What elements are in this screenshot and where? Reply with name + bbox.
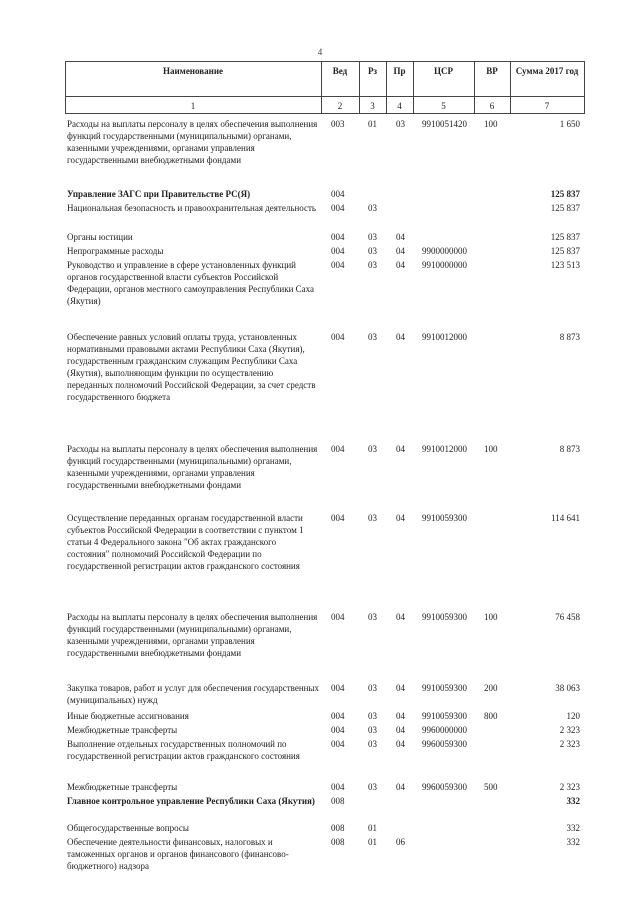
row-csr: 9910012000 xyxy=(422,332,467,342)
row-sum: 2 323 xyxy=(559,782,580,792)
row-name: Межбюджетные трансферты xyxy=(67,725,178,735)
row-pr: 04 xyxy=(396,683,405,693)
row-rz: 03 xyxy=(368,332,377,342)
row-name: Органы юстиции xyxy=(67,232,133,242)
row-rz: 03 xyxy=(368,725,377,735)
row-name: Осуществление переданных органам государственной власти субъектов Российской Федерации в соответствии с пунктом 1 статьи 4 Федерального закона "Об актах гражданского состояния" полномочий Российской Федерации по государственной регистрации актов гражданского состояния xyxy=(67,513,304,571)
row-pr: 04 xyxy=(396,711,405,721)
row-ved: 004 xyxy=(331,444,345,454)
row-ved: 008 xyxy=(331,796,345,806)
row-name: Непрограммные расходы xyxy=(67,246,164,256)
row-csr: 9910059300 xyxy=(422,711,467,721)
row-sum: 2 323 xyxy=(559,739,580,749)
row-ved: 004 xyxy=(331,232,345,242)
row-pr: 04 xyxy=(396,246,405,256)
row-ved: 004 xyxy=(331,612,345,622)
row-name: Общегосударственные вопросы xyxy=(67,823,189,833)
row-sum: 125 837 xyxy=(550,246,580,256)
row-vr: 800 xyxy=(484,711,498,721)
row-name: Межбюджетные трансферты xyxy=(67,782,178,792)
row-ved: 004 xyxy=(331,203,345,213)
header-divider xyxy=(65,96,585,97)
row-vr: 500 xyxy=(484,782,498,792)
header-bottom-border xyxy=(65,113,585,114)
row-vr: 100 xyxy=(484,612,498,622)
row-ved: 008 xyxy=(331,837,345,847)
row-pr: 04 xyxy=(396,232,405,242)
row-csr: 9910000000 xyxy=(422,260,467,270)
row-name: Расходы на выплаты персоналу в целях обеспечения выполнения функций государственными (муниципальными) органами, казенными учреждениями, органами управления государственными внебюджетными фондами xyxy=(67,612,318,658)
header-name: Наименование xyxy=(163,66,223,76)
row-sum: 2 323 xyxy=(559,725,580,735)
row-ved: 004 xyxy=(331,683,345,693)
row-rz: 03 xyxy=(368,246,377,256)
row-ved: 004 xyxy=(331,739,345,749)
row-vr: 100 xyxy=(484,444,498,454)
row-rz: 03 xyxy=(368,513,377,523)
row-ved: 004 xyxy=(331,332,345,342)
header-top-border xyxy=(65,61,585,62)
row-csr: 9910012000 xyxy=(422,444,467,454)
row-pr: 06 xyxy=(396,837,405,847)
row-csr: 9910059300 xyxy=(422,612,467,622)
row-name: Национальная безопасность и правоохранительная деятельность xyxy=(67,203,317,213)
row-ved: 004 xyxy=(331,711,345,721)
row-sum: 8 873 xyxy=(559,444,580,454)
header-ved: Вед xyxy=(332,66,348,76)
row-ved: 004 xyxy=(331,513,345,523)
row-sum: 332 xyxy=(566,796,580,806)
row-ved: 004 xyxy=(331,725,345,735)
row-rz: 03 xyxy=(368,232,377,242)
row-name: Расходы на выплаты персоналу в целях обеспечения выполнения функций государственными (муниципальными) органами, казенными учреждениями, органами управления государственными внебюджетными фондами xyxy=(67,119,318,165)
row-name: Иные бюджетные ассигнования xyxy=(67,711,189,721)
row-sum: 38 063 xyxy=(555,683,580,693)
row-rz: 03 xyxy=(368,260,377,270)
header-number: 4 xyxy=(397,101,402,111)
header-rz: Рз xyxy=(367,66,378,76)
row-csr: 9900000000 xyxy=(422,246,467,256)
header-vr: ВР xyxy=(486,66,498,76)
page-number: 4 xyxy=(317,47,323,57)
row-pr: 04 xyxy=(396,513,405,523)
row-rz: 03 xyxy=(368,203,377,213)
row-rz: 03 xyxy=(368,711,377,721)
row-name: Расходы на выплаты персоналу в целях обеспечения выполнения функций государственными (муниципальными) органами, казенными учреждениями, органами управления государственными внебюджетными фондами xyxy=(67,444,318,490)
row-sum: 8 873 xyxy=(559,332,580,342)
row-sum: 114 641 xyxy=(551,513,580,523)
row-rz: 03 xyxy=(368,444,377,454)
row-sum: 123 513 xyxy=(550,260,580,270)
col-border xyxy=(584,61,585,114)
row-rz: 03 xyxy=(368,739,377,749)
row-vr: 200 xyxy=(484,683,498,693)
row-csr: 9910059300 xyxy=(422,513,467,523)
header-number: 3 xyxy=(370,101,375,111)
row-ved: 004 xyxy=(331,246,345,256)
row-rz: 01 xyxy=(368,837,377,847)
header-sum: Сумма 2017 год xyxy=(515,66,579,76)
row-sum: 1 650 xyxy=(559,119,580,129)
header-csr: ЦСР xyxy=(434,66,453,76)
row-sum: 125 837 xyxy=(550,232,580,242)
row-vr: 100 xyxy=(484,119,498,129)
row-ved: 003 xyxy=(331,119,345,129)
row-pr: 04 xyxy=(396,260,405,270)
row-pr: 04 xyxy=(396,739,405,749)
header-number: 5 xyxy=(441,101,446,111)
row-name: Обеспечение равных условий оплаты труда, установленных нормативными правовыми актами Республики Саха (Якутия), государственным гражданским служащим Республики Саха (Якутия), выполняющим функции по осуществлению переданных полномочий Российской Федерации, за счет средств государственного бюджета xyxy=(67,332,316,402)
row-csr: 9960059300 xyxy=(422,782,467,792)
header-number: 7 xyxy=(544,101,550,111)
header-number: 2 xyxy=(337,101,343,111)
row-ved: 004 xyxy=(331,260,345,270)
row-csr: 9910051420 xyxy=(422,119,467,129)
row-rz: 01 xyxy=(368,823,377,833)
row-ved: 004 xyxy=(331,189,345,199)
row-name: Выполнение отдельных государственных полномочий по государственной регистрации актов гражданского состояния xyxy=(67,739,300,761)
row-sum: 76 458 xyxy=(555,612,580,622)
row-rz: 03 xyxy=(368,683,377,693)
row-csr: 9960059300 xyxy=(422,739,467,749)
row-pr: 04 xyxy=(396,444,405,454)
header-number: 6 xyxy=(489,101,495,111)
row-sum: 332 xyxy=(566,823,580,833)
row-rz: 01 xyxy=(368,119,377,129)
header-number: 1 xyxy=(190,101,196,111)
row-name: Обеспечение деятельности финансовых, налоговых и таможенных органов и органов финансового (финансово-бюджетного) надзора xyxy=(67,837,289,871)
row-pr: 04 xyxy=(396,782,405,792)
row-name: Руководство и управление в сфере установленных функций органов государственной власти субъектов Российской Федерации, органов местного самоуправления Республики Саха (Якутия) xyxy=(67,260,315,306)
row-name: Закупка товаров, работ и услуг для обеспечения государственных (муниципальных) нужд xyxy=(67,683,320,705)
row-sum: 125 837 xyxy=(550,189,580,199)
row-sum: 125 837 xyxy=(550,203,580,213)
row-sum: 332 xyxy=(566,837,580,847)
header-pr: Пр xyxy=(393,66,406,76)
row-rz: 03 xyxy=(368,612,377,622)
row-name: Управление ЗАГС при Правительстве РС(Я) xyxy=(67,189,251,199)
row-name: Главное контрольное управление Республики Саха (Якутия) xyxy=(67,796,315,806)
row-ved: 008 xyxy=(331,823,345,833)
row-pr: 04 xyxy=(396,725,405,735)
table-header xyxy=(65,61,585,114)
row-ved: 004 xyxy=(331,782,345,792)
row-csr: 9960000000 xyxy=(422,725,467,735)
row-csr: 9910059300 xyxy=(422,683,467,693)
row-pr: 04 xyxy=(396,612,405,622)
row-pr: 03 xyxy=(396,119,405,129)
row-rz: 03 xyxy=(368,782,377,792)
row-pr: 04 xyxy=(396,332,405,342)
row-sum: 120 xyxy=(566,711,580,721)
